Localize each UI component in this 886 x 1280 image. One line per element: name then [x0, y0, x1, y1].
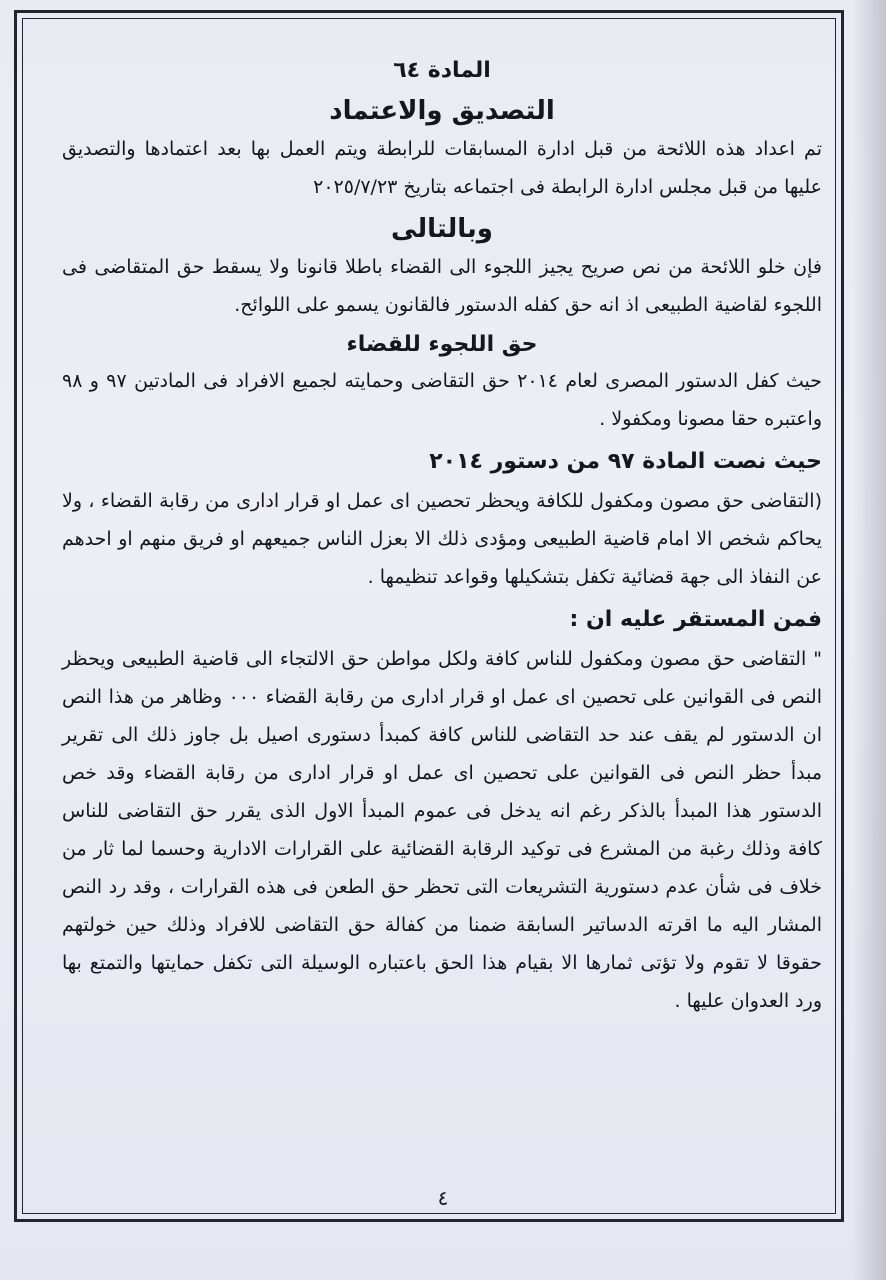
paragraph-approval: تم اعداد هذه اللائحة من قبل ادارة المسابقات للرابطة ويتم العمل بها بعد اعتمادها والتصديق عليها من قبل مجلس ادارة الرابطة فى اجتماعه بتاريخ ٢٠٢٥/٧/٢٣ [62, 138, 822, 198]
paragraph-article-97: (التقاضى حق مصون ومكفول للكافة ويحظر تحصين اى عمل او قرار ادارى من رقابة القضاء ، ولا يحاكم شخص الا امام قاضية الطبيعى ومؤدى ذلك الا بعزل الناس جميعهم او فريق منهم او احدهم عن النفاذ الى جهة قضائية تكفل بتشكيلها وقواعد تنظيمها . [62, 490, 822, 588]
paragraph-therefore: فإن خلو اللائحة من نص صريح يجيز اللجوء الى القضاء باطلا قانونا ولا يسقط حق المتقاضى فى اللجوء لقاضية الطبيعى اذ انه حق كفله الدستور فالقانون يسمو على اللوائح. [62, 256, 822, 316]
heading-established: فمن المستقر عليه ان : [569, 607, 822, 632]
heading-article-97: حيث نصت المادة ٩٧ من دستور ٢٠١٤ [429, 449, 822, 474]
paragraph-established: " التقاضى حق مصون ومكفول للناس كافة ولكل مواطن حق الالتجاء الى قاضية الطبيعى ويحظر النص فى القوانين على تحصين اى عمل او قرار ادارى من رقابة القضاء ٠٠٠ وظاهر من هذا النص ان الدستور لم يقف عند حد التقاضى للناس كافة كمبدأ دستورى اصيل بل جاوز ذلك الى تقرير مبدأ حظر النص فى القوانين على تحصين اى عمل او قرار ادارى من رقابة القضاء وقد خص الدستور هذا المبدأ بالذكر رغم انه يدخل فى عموم المبدأ الاول الذى يقرر حق التقاضى للناس كافة وذلك رغبة من المشرع فى توكيد الرقابة القضائية على القرارات الادارية وحسما لما ثار من خلاف فى شأن عدم دستورية التشريعات التى تحظر حق الطعن فى هذه القرارات ، وقد رد النص المشار اليه ما اقرته الدساتير السابقة ضمنا من كفالة حق التقاضى للافراد وذلك حين خولتهم حقوقا لا تقوم ولا تؤتى ثمارها الا بقيام هذا الحق باعتباره الوسيلة التى تكفل حمايتها والتمتع بها ورد العدوان عليها . [62, 648, 822, 1012]
page-number: ٤ [437, 1186, 449, 1210]
document-body [62, 54, 822, 1020]
heading-therefore: وبالتالى [391, 214, 493, 244]
heading-right-to-court: حق اللجوء للقضاء [346, 332, 538, 357]
article-number: المادة ٦٤ [393, 58, 491, 83]
paragraph-constitution: حيث كفل الدستور المصرى لعام ٢٠١٤ حق التقاضى وحمايته لجميع الافراد فى المادتين ٩٧ و ٩٨ واعتبره حقا مصونا ومكفولا . [62, 370, 822, 430]
page-edge-shadow [852, 0, 886, 1280]
article-title: التصديق والاعتماد [329, 96, 555, 126]
